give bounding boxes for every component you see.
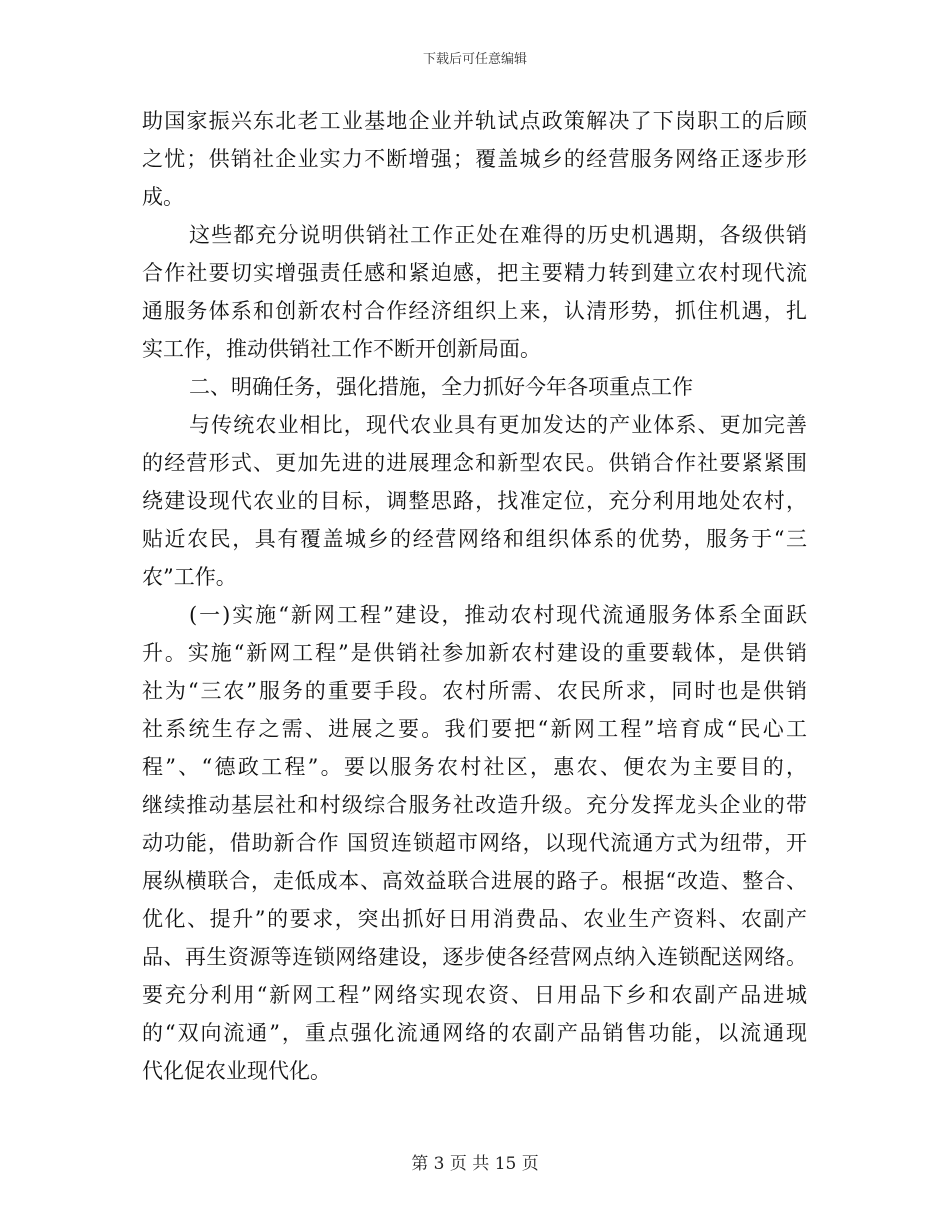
text-line: 社系统生存之需、进展之要。我们要把“新网工程”培育成“民心工: [142, 717, 807, 741]
text-line: 绕建设现代农业的目标，调整思路，找准定位，充分利用地处农村，: [142, 489, 807, 513]
text-line: 通服务体系和创新农村合作经济组织上来，认清形势，抓住机遇，扎: [142, 299, 807, 323]
text-line: 与传统农业相比，现代农业具有更加发达的产业体系、更加完善: [189, 413, 807, 437]
text-line: 展纵横联合，走低成本、高效益联合进展的路子。根据“改造、整合、: [142, 869, 807, 893]
text-line: 这些都充分说明供销社工作正处在难得的历史机遇期，各级供销: [189, 223, 807, 247]
text-line: 贴近农民，具有覆盖城乡的经营网络和组织体系的优势，服务于“三: [142, 527, 807, 551]
text-line: 的“双向流通”，重点强化流通网络的农副产品销售功能，以流通现: [142, 1021, 807, 1045]
text-line: 之忧；供销社企业实力不断增强；覆盖城乡的经营服务网络正逐步形: [142, 147, 807, 171]
text-line: 程”、“德政工程”。要以服务农村社区，惠农、便农为主要目的，: [142, 755, 807, 779]
text-line: 社为“三农”服务的重要手段。农村所需、农民所求，同时也是供销: [142, 679, 807, 703]
text-line: 升。实施“新网工程”是供销社参加新农村建设的重要载体，是供销: [142, 641, 807, 665]
page-header: 下载后可任意编辑: [422, 52, 527, 67]
text-line: 实工作，推动供销社工作不断开创新局面。: [142, 337, 541, 361]
text-line: 农”工作。: [142, 565, 237, 589]
text-line: 优化、提升”的要求，突出抓好日用消费品、农业生产资料、农副产: [142, 907, 807, 931]
document-body: [142, 102, 807, 1090]
text-line: 助国家振兴东北老工业基地企业并轨试点政策解决了下岗职工的后顾: [142, 109, 807, 133]
text-line: 要充分利用“新网工程”网络实现农资、日用品下乡和农副产品进城: [142, 983, 807, 1007]
page-footer: 第 3 页 共 15 页: [411, 1154, 539, 1174]
text-line: 成。: [142, 185, 184, 209]
text-line: 动功能，借助新合作 国贸连锁超市网络，以现代流通方式为纽带，开: [142, 831, 807, 855]
text-line: 继续推动基层社和村级综合服务社改造升级。充分发挥龙头企业的带: [142, 793, 807, 817]
text-line: 代化促农业现代化。: [142, 1059, 331, 1083]
text-line: (一)实施“新网工程”建设，推动农村现代流通服务体系全面跃: [189, 603, 807, 627]
text-line: 品、再生资源等连锁网络建设，逐步使各经营网点纳入连锁配送网络。: [142, 945, 807, 969]
text-line: 二、明确任务，强化措施，全力抓好今年各项重点工作: [189, 375, 693, 399]
text-line: 合作社要切实增强责任感和紧迫感，把主要精力转到建立农村现代流: [142, 261, 807, 285]
text-line: 的经营形式、更加先进的进展理念和新型农民。供销合作社要紧紧围: [142, 451, 807, 475]
